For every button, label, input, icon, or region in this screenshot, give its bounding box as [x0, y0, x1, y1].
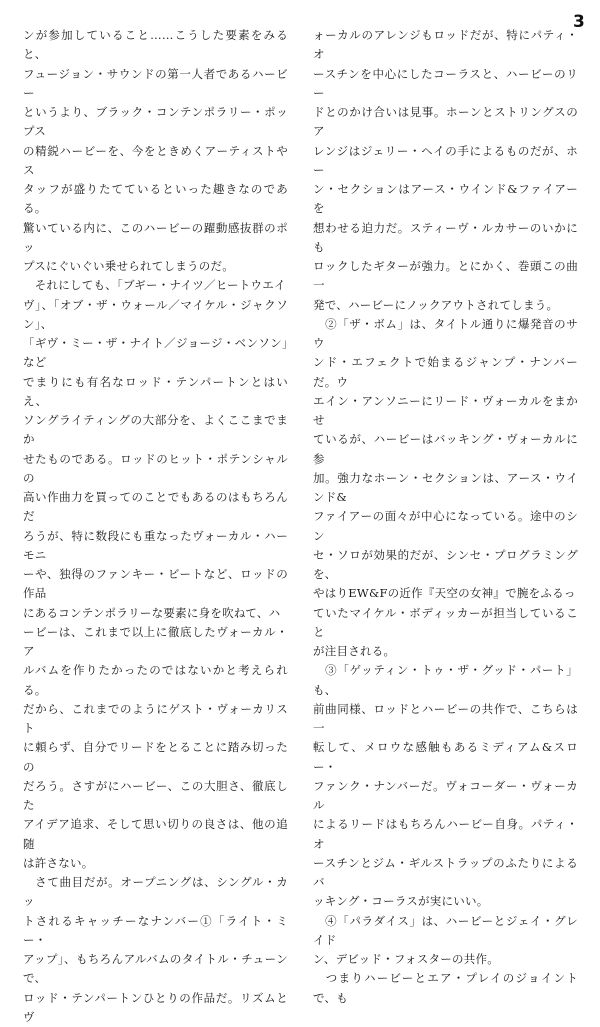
- text-line: ースチンを中心にしたコーラスと、ハービーのリー: [313, 65, 578, 104]
- text-line: せたものである。ロッドのヒット・ポテンシャルの: [23, 450, 288, 489]
- text-line: エイン・アンソニーにリード・ヴォーカルをまかせ: [313, 392, 578, 431]
- text-line: だろう。さすがにハービー、この大胆さ、徹底した: [23, 777, 288, 816]
- text-line: ロックしたギターが強力。とにかく、巻頭この曲一: [313, 257, 578, 296]
- text-line: ッキング・コーラスが実にいい。: [313, 892, 578, 911]
- text-line: やはりEW&Fの近作『天空の女神』で腕をふるっ: [313, 584, 578, 603]
- text-line: ロッド・テンパートンひとりの作品だ。リズムとヴ: [23, 989, 288, 1027]
- text-line: ていたマイケル・ボディッカーが担当していること: [313, 604, 578, 643]
- page-number: 3: [573, 12, 585, 32]
- text-line: の精鋭ハービーを、今をときめくアーティストやス: [23, 142, 288, 181]
- text-line: つまりハービーとエア・プレイのジョイントで、も: [313, 969, 578, 1008]
- text-line: 前曲同様、ロッドとハービーの共作で、こちらは一: [313, 700, 578, 739]
- text-line: 想わせる迫力だ。スティーヴ・ルカサーのいかにも: [313, 219, 578, 258]
- text-line: 加。強力なホーン・セクションは、アース・ウインド&: [313, 469, 578, 508]
- text-line: ービーは、これまで以上に徹底したヴォーカル・ア: [23, 623, 288, 662]
- text-line: セ・ソロが効果的だが、シンセ・プログラミングを、: [313, 546, 578, 585]
- text-line: ソングライティングの大部分を、よくここまでまか: [23, 411, 288, 450]
- text-line: ②「ザ・ボム」は、タイトル通りに爆発音のサウ: [313, 315, 578, 354]
- text-line: レンジはジェリー・ヘイの手によるものだが、ホー: [313, 142, 578, 181]
- text-line: プスにぐいぐい乗せられてしまうのだ。: [23, 257, 288, 276]
- text-line: にあるコンテンポラリーな要素に身を吹ねて、ハ: [23, 604, 288, 623]
- text-line: 転して、メロウな感触もあるミディアム&スロー・: [313, 738, 578, 777]
- text-line: が注目される。: [313, 642, 578, 661]
- text-line: トされるキャッチーなナンバー①「ライト・ミー・: [23, 912, 288, 951]
- text-line: ドとのかけ合いは見事。ホーンとストリングスのア: [313, 103, 578, 142]
- text-line: ファイアーの面々が中心になっている。途中のシン: [313, 507, 578, 546]
- text-line: ルバムを作りたかったのではないかと考えられる。: [23, 661, 288, 700]
- text-line: 「ギヴ・ミー・ザ・ナイト／ジョージ・ベンソン」など: [23, 334, 288, 373]
- text-line: ン、デビッド・フォスターの共作。: [313, 950, 578, 969]
- text-line: ン・セクションはアース・ウインド&ファイアーを: [313, 180, 578, 219]
- left-column: [23, 26, 288, 1027]
- text-line: タッフが盛りたてているといった趣きなのである。: [23, 180, 288, 219]
- text-line: それにしても、「ブギー・ナイツ／ヒートウエイ: [23, 276, 288, 295]
- text-line: 発で、ハービーにノックアウトされてしまう。: [313, 296, 578, 315]
- text-line: 高い作曲力を買ってのことでもあるのはもちろんだ: [23, 488, 288, 527]
- text-line: は許さない。: [23, 854, 288, 873]
- text-line: ファンク・ナンバーだ。ヴォコーダー・ヴォーカル: [313, 777, 578, 816]
- text-line: 驚いている内に、このハービーの躍動感抜群のポッ: [23, 219, 288, 258]
- text-line: ォーカルのアレンジもロッドだが、特にパティ・オ: [313, 26, 578, 65]
- text-line: というより、ブラック・コンテンポラリー・ポップス: [23, 103, 288, 142]
- text-line: に頼らず、自分でリードをとることに踏み切ったの: [23, 738, 288, 777]
- text-line: だから、これまでのようにゲスト・ヴォーカリスト: [23, 700, 288, 739]
- text-line: ているが、ハービーはバッキング・ヴォーカルに参: [313, 430, 578, 469]
- text-line: ースチンとジム・ギルストラップのふたりによるバ: [313, 854, 578, 893]
- text-line: によるリードはもちろんハービー自身。パティ・オ: [313, 815, 578, 854]
- text-line: さて曲目だが。オープニングは、シングル・カッ: [23, 873, 288, 912]
- text-line: でまりにも有名なロッド・テンパートンとはいえ、: [23, 373, 288, 412]
- text-line: ンド・エフェクトで始まるジャンプ・ナンバーだ。ウ: [313, 353, 578, 392]
- text-line: フュージョン・サウンドの第一人者であるハービー: [23, 65, 288, 104]
- text-line: アイデア追求、そして思い切りの良さは、他の追随: [23, 815, 288, 854]
- text-line: ーや、独得のファンキー・ビートなど、ロッドの作品: [23, 565, 288, 604]
- right-column: [313, 26, 578, 1008]
- text-line: ンが参加していること……こうした要素をみると、: [23, 26, 288, 65]
- text-line: ③「ゲッティン・トゥ・ザ・グッド・パート」も、: [313, 661, 578, 700]
- text-line: ヴ」、「オブ・ザ・ウォール／マイケル・ジャクソン」、: [23, 296, 288, 335]
- text-line: ④「パラダイス」は、ハービーとジェイ・グレイド: [313, 912, 578, 951]
- text-line: アップ」、もちろんアルバムのタイトル・チューンで、: [23, 950, 288, 989]
- text-line: ろうが、特に数段にも重なったヴォーカル・ハーモニ: [23, 527, 288, 566]
